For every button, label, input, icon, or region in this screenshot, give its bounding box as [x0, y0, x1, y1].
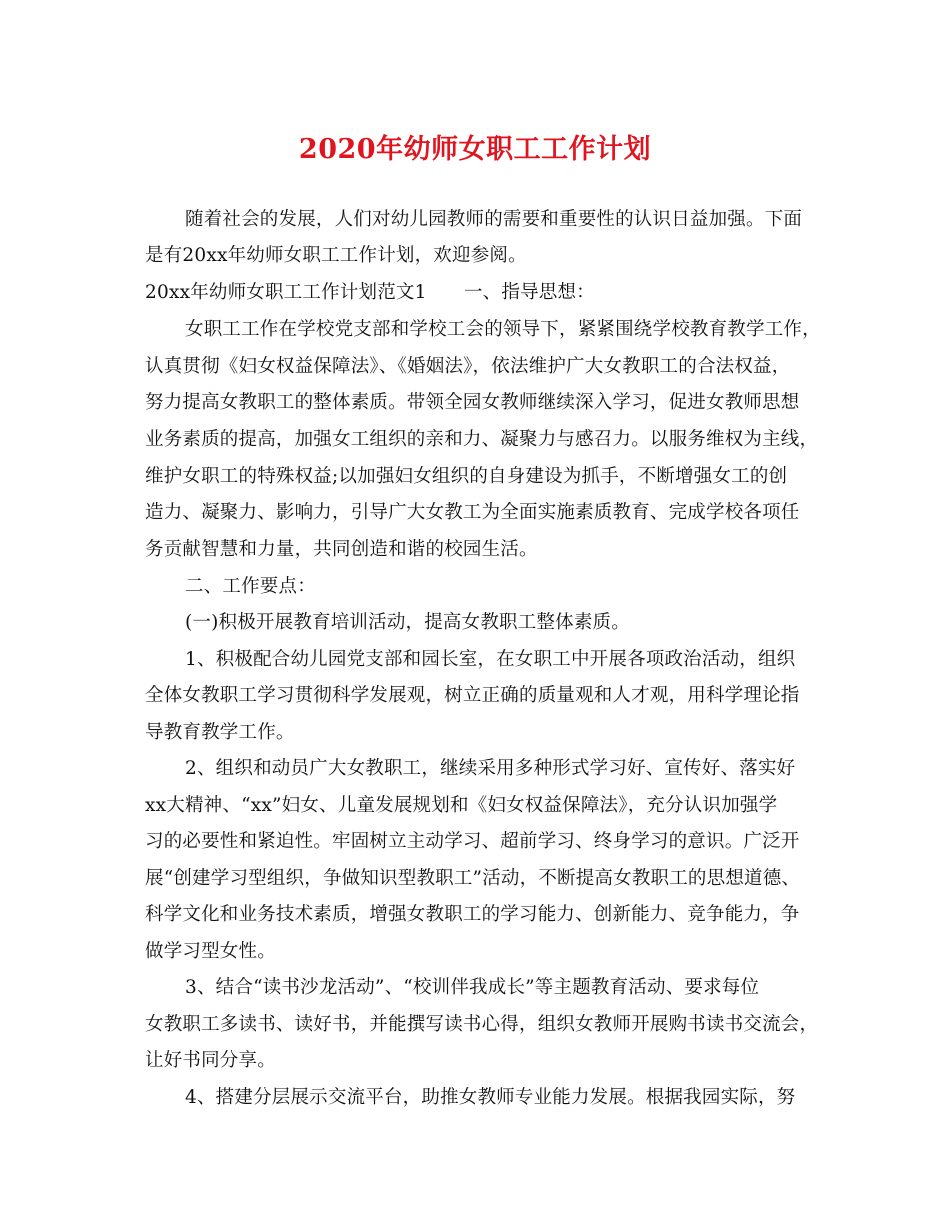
paragraph-line: 1、积极配合幼儿园党支部和园长室，在女职工中开展各项政治活动，组织 [185, 649, 796, 670]
paragraph-line: 科学文化和业务技术素质，增强女教职工的学习能力、创新能力、竞争能力，争 [145, 904, 800, 925]
paragraph-line: 20xx年幼师女职工工作计划范文1 一、指导思想： [145, 282, 595, 303]
document-title: 2020年幼师女职工工作计划 [298, 134, 652, 165]
paragraph-line: 维护女职工的特殊权益;以加强妇女组织的自身建设为抓手，不断增强女工的创 [145, 466, 788, 487]
paragraph-line: 2、组织和动员广大女教职工，继续采用多种形式学习好、宣传好、落实好 [185, 758, 796, 779]
paragraph-line: 努力提高女教职工的整体素质。带领全园女教师继续深入学习，促进女教师思想 [145, 392, 800, 413]
paragraph-line: 造力、凝聚力、影响力，引导广大女教工为全面实施素质教育、完成学校各项任 [145, 502, 800, 523]
paragraph-line: 全体女教职工学习贯彻科学发展观，树立正确的质量观和人才观，用科学理论指 [145, 685, 800, 706]
paragraph-line: 务贡献智慧和力量，共同创造和谐的校园生活。 [145, 539, 538, 560]
paragraph-line: 习的必要性和紧迫性。牢固树立主动学习、超前学习、终身学习的意识。广泛开 [145, 831, 800, 852]
paragraph-line: 女教职工多读书、读好书，并能撰写读书心得，组织女教师开展购书读书交流会， [145, 1014, 819, 1035]
paragraph-line: 4、搭建分层展示交流平台，助推女教师专业能力发展。根据我园实际，努 [185, 1087, 796, 1108]
paragraph-line: 做学习型女性。 [145, 941, 276, 962]
paragraph-line: xx大精神、“xx”妇女、儿童发展规划和《妇女权益保障法》，充分认识加强学 [145, 795, 778, 816]
paragraph-line: 业务素质的提高，加强女工组织的亲和力、凝聚力与感召力。以服务维权为主线， [145, 429, 819, 450]
paragraph-line: 是有20xx年幼师女职工工作计划，欢迎参阅。 [145, 245, 527, 266]
subsection-heading: (一)积极开展教育培训活动，提高女教职工整体素质。 [185, 612, 630, 633]
paragraph-line: 认真贯彻《妇女权益保障法》、《婚姻法》，依法维护广大女教职工的合法权益， [145, 356, 791, 377]
section-heading: 二、工作要点： [185, 576, 316, 597]
paragraph-line: 让好书同分享。 [145, 1050, 276, 1071]
paragraph-line: 随着社会的发展，人们对幼儿园教师的需要和重要性的认识日益加强。下面 [185, 209, 803, 230]
paragraph-line: 女职工工作在学校党支部和学校工会的领导下，紧紧围绕学校教育教学工作， [185, 319, 821, 340]
paragraph-line: 导教育教学工作。 [145, 722, 295, 743]
paragraph-line: 3、结合“读书沙龙活动”、“校训伴我成长”等主题教育活动、要求每位 [185, 977, 760, 998]
paragraph-line: 展“创建学习型组织，争做知识型教职工”活动，不断提高女教职工的思想道德、 [145, 868, 801, 889]
